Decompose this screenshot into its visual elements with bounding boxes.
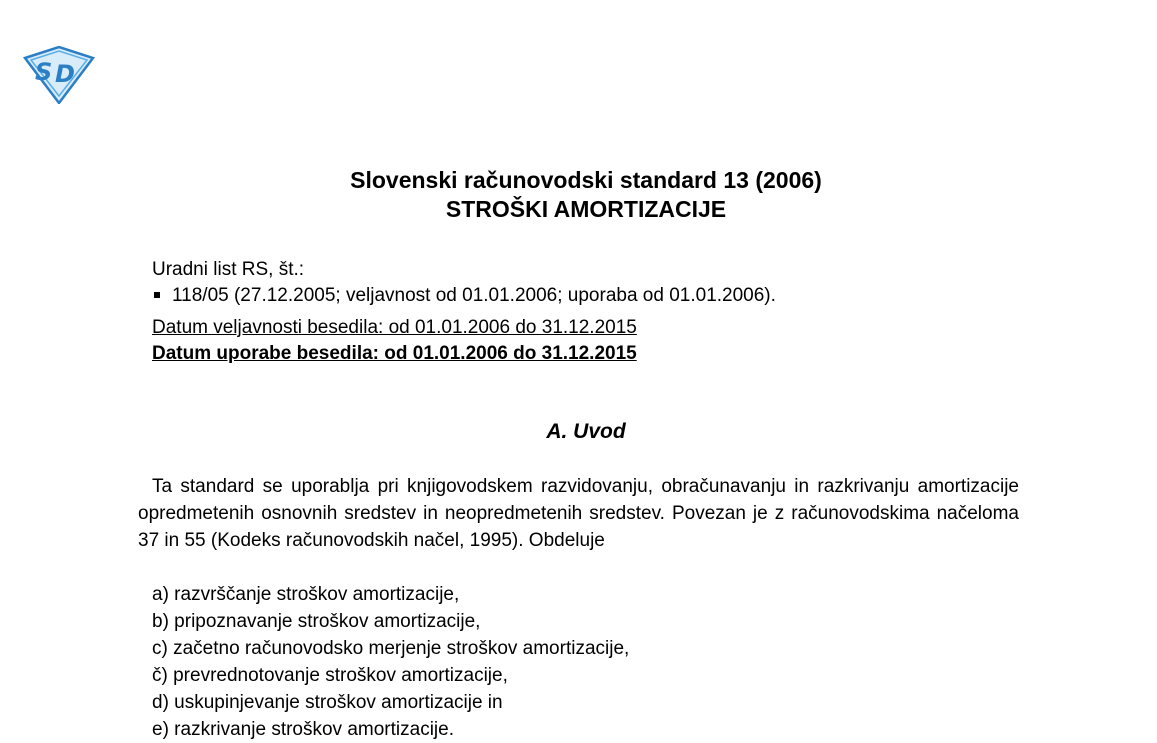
svg-text:D: D (55, 60, 75, 88)
gazette-info (152, 257, 776, 309)
bullet-icon (154, 292, 160, 298)
svg-text:S: S (35, 58, 53, 86)
document-title (0, 166, 1157, 224)
topic-list (152, 581, 629, 743)
title-line-2: STROŠKI AMORTIZACIJE (445, 196, 727, 222)
list-item: a) razvrščanje stroškov amortizacije, (152, 584, 460, 605)
list-item: e) razkrivanje stroškov amortizacije. (152, 719, 454, 740)
gazette-label: Uradni list RS, št.: (152, 259, 305, 280)
section-heading: A. Uvod (546, 420, 626, 443)
date-info (152, 315, 637, 367)
validity-date: Datum veljavnosti besedila: od 01.01.2006 do 31.12.2015 (152, 317, 637, 338)
intro-paragraph (138, 473, 1019, 554)
list-item: c) začetno računovodsko merjenje stroškov amortizacije, (152, 638, 630, 659)
list-item: b) pripoznavanje stroškov amortizacije, (152, 611, 481, 632)
gazette-entry: 118/05 (27.12.2005; veljavnost od 01.01.2006; uporaba od 01.01.2006). (172, 285, 776, 306)
list-item: č) prevrednotovanje stroškov amortizacije, (152, 665, 508, 686)
gazette-entry-item (152, 283, 776, 309)
usage-date: Datum uporabe besedila: od 01.01.2006 do 31.12.2015 (152, 343, 637, 364)
intro-text: Ta standard se uporablja pri knjigovodskem razvidovanju, obračunavanju in razkrivanju amortizacije opredmetenih osnovnih sredstev in neopredmetenih sredstev. Povezan je z računovodskima načeloma 37 in 55 (Kodeks računovodskih načel, 1995). Obdeluje (138, 476, 1019, 551)
sd-logo-icon (22, 46, 96, 104)
list-item: d) uskupinjevanje stroškov amortizacije in (152, 692, 503, 713)
title-line-1: Slovenski računovodski standard 13 (2006) (350, 167, 822, 193)
